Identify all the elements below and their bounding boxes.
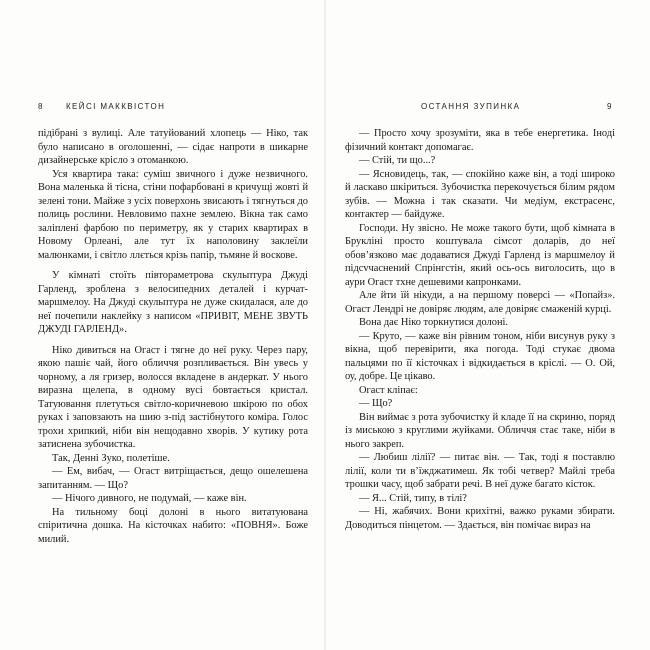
paragraph: Але йти їй нікуди, а на першому поверсі — «Попайз». Огаст Лендрі не довіряє людям, але довіряє смаженій курці. — [345, 290, 615, 315]
paragraph: — Любиш лілії? — питає він. — Так, тоді я поставлю лілії, коли ти в’їжджатимеш. Як тобі четвер? Майлі треба трошки часу, щоб забрати речі. В неї дуже багато кісток. — [345, 452, 615, 490]
paragraph: На тильному боці долоні в нього витатуювана спіритична дошка. На кісточках набито: «ПОВНЯ». Боже милий. — [38, 506, 308, 545]
paragraph: — Стій, ти що...? — [359, 155, 436, 166]
running-head-title: ОСТАННЯ ЗУПИНКА — [421, 102, 521, 111]
paragraph: У кімнаті стоїть півтораметрова скульптура Джуді Гарленд, зроблена з велосипедних деталей і курчат-маршмелоу. На Джуді скульптура не дуже скидалася, але до неї почепили наклейку з написом «ПРИВІТ, МЕНЕ ЗВУТЬ ДЖУДІ ГАРЛЕНД». — [38, 270, 308, 335]
right-page — [325, 0, 650, 650]
paragraph: — Що? — [359, 398, 393, 409]
paragraph: Уся квартира така: суміш звичного і дуже незвичного. Вона маленька й тісна, стіни пофарбовані в кричущі жовті й зелені тони. Майже з усіх поверхонь звисають і тягнуться до полиць рослини. Невловимо пахне землею. Вікна так само заліплені фарбою по периметру, як у старих квартирах в Новому Орлеані, але тут їх наполовину заклеїли малюнками, і світло ллється крізь папір, тьмяне й воскове. — [38, 168, 308, 261]
page-number-right: 9 — [607, 102, 612, 111]
paragraph: — Круто, — каже він рівним тоном, ніби висунув руку з вікна, щоб перевірити, яка погода. Тоді стукає двома пальцями по її кісточках і відкидається в кріслі. — О. Ой, оу, добре. Це цікаво. — [345, 330, 615, 382]
paragraph: — Ем, вибач, — Огаст витріщається, дещо ошелешена запитанням. — Що? — [38, 466, 308, 491]
running-head-author: КЕЙСІ МАККВІСТОН — [66, 102, 166, 111]
paragraph: Огаст кліпає: — [359, 384, 418, 396]
paragraph: Вона дає Ніко торкнутися долоні. — [359, 317, 509, 328]
page-number-left: 8 — [38, 102, 43, 111]
paragraph: підібрані з вулиці. Але татуйований хлопець — Ніко, так було написано в оголошенні, — сідає напроти в шикарне дизайнерське крісло з отоманкою. — [38, 128, 308, 166]
paragraph: Так, Денні Зуко, полетіше. — [52, 452, 170, 464]
paragraph: — Нічого дивного, не подумай, — каже він. — [52, 493, 247, 504]
paragraph: — Ні, жабячих. Вони крихітні, важко руками збирати. Доводиться пінцетом. — Здається, він помічає вираз на — [345, 506, 615, 531]
paragraph: — Просто хочу зрозуміти, яка в тебе енергетика. Іноді фізичний контакт допомагає. — [345, 128, 615, 153]
paragraph: — Я... Стій, типу, в тілі? — [359, 492, 467, 504]
paragraph: — Ясновидець, так, — спокійно каже він, а тоді широко й ласкаво шкіриться. Зубочистка перекочується білим рядом зубів. — Можна і так сказати. Чи медіум, екстрасенс, контактер — байдуже. — [345, 168, 615, 220]
paragraph: Він виймає з рота зубочистку й кладе її на скриню, поряд із миською з круглими жуйками. Обличчя стає таке, ніби в нього закреп. — [345, 411, 615, 450]
right-page-body — [345, 127, 615, 532]
paragraph: Господи. Ну звісно. Не може такого бути, щоб кімната в Брукліні просто коштувала сімсот доларів, до неї обов’язково має додаватися Джуді Гарленд із маршмелоу й підсvчаснений Спрінгстін, який ось-ось виголосить, що в аури Огаст тхне дешевими капронками. — [345, 222, 615, 288]
left-page-body — [38, 127, 308, 546]
paragraph: Ніко дивиться на Огаст і тягне до неї руку. Через пару, якою пашіє чай, його обличчя розпливається. Він увесь у чорному, а ля гризер, волосся вкладене в андеркат. У нього виразна щелепа, в одному вусі бовтається кристал. Татуювання плетуться світло-коричневою шкірою по обох руках і заповзають на шию з-під застібнутого коміра. Голос трохи хрипкий, ніби він нещодавно хворів. У кутику рота затиснена зубочистка. — [38, 344, 308, 450]
